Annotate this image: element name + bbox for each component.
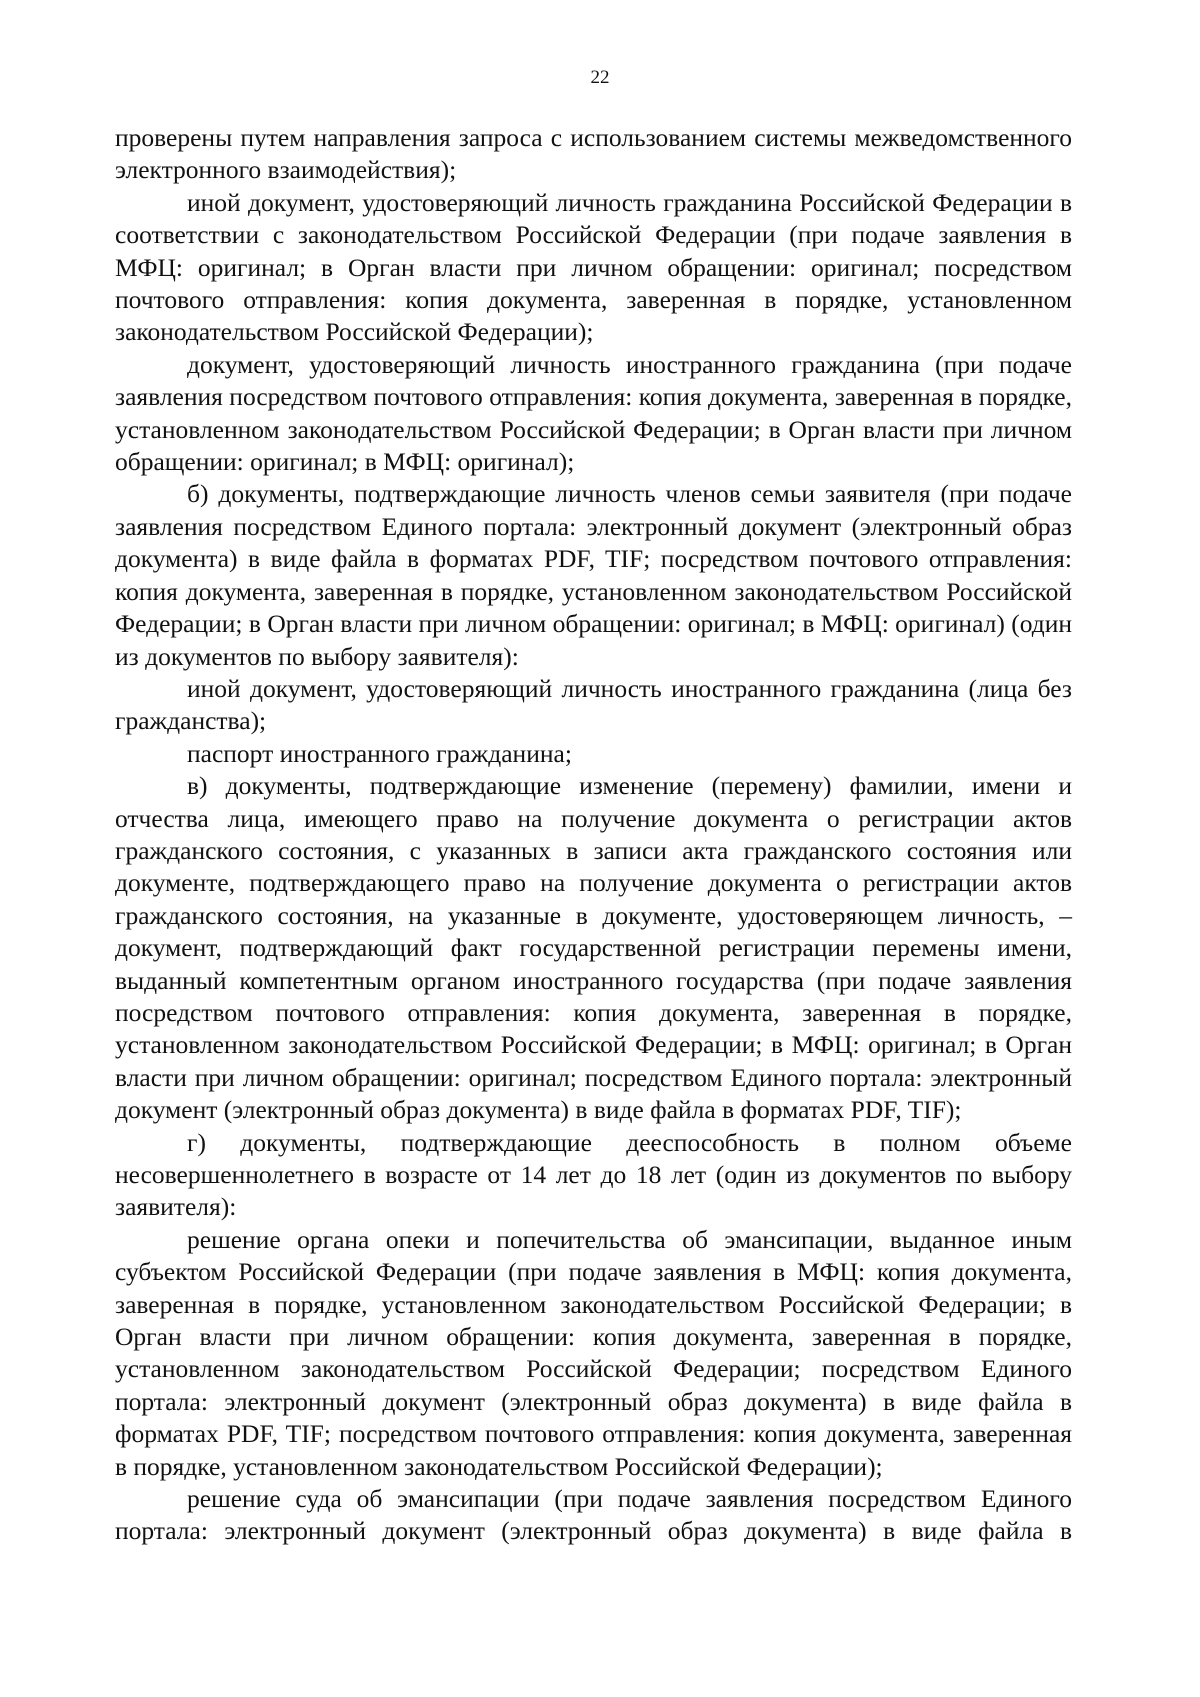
paragraph-item-b-family-members: б) документы, подтверждающие личность членов семьи заявителя (при подаче заявления посредством Единого портала: электронный документ (электронный образ документа) в виде файла в форматах PDF, TIF; посредством почтового отправления: копия документа, заверенная в порядке, установленном законодательством Российской Федерации; в Орган власти при личном обращении: оригинал; в МФЦ: оригинал) (один из документов по выбору заявителя):	[115, 479, 1072, 671]
paragraph-continuation: проверены путем направления запроса с использованием системы межведомственного электронного взаимодействия);	[115, 123, 1072, 185]
paragraph-foreign-citizen-id: документ, удостоверяющий личность иностранного гражданина (при подаче заявления посредством почтового отправления: копия документа, заверенная в порядке, установленном законодательством Российской Федерации; в Орган власти при личном обращении: оригинал; в МФЦ: оригинал);	[115, 349, 1072, 477]
paragraph-stateless-id: иной документ, удостоверяющий личность иностранного гражданина (лица без гражданства);	[115, 673, 1072, 736]
document-body	[115, 122, 1072, 1548]
paragraph-court-decision: решение суда об эмансипации (при подаче заявления посредством Единого портала: электронный документ (электронный образ документа) в виде файла в	[115, 1484, 1072, 1546]
paragraph-foreign-passport: паспорт иностранного гражданина;	[187, 738, 572, 768]
paragraph-guardianship-decision: решение органа опеки и попечительства об эмансипации, выданное иным субъектом Российской Федерации (при подаче заявления в МФЦ: копия документа, заверенная в порядке, установленном законодательством Российской Федерации; в Орган власти при личном обращении: копия документа, заверенная в порядке, установленном законодательством Российской Федерации; посредством Единого портала: электронный документ (электронный образ документа) в виде файла в форматах PDF, TIF; посредством почтового отправления: копия документа, заверенная в порядке, установленном законодательством Российской Федерации);	[115, 1224, 1072, 1481]
paragraph-other-citizen-id: иной документ, удостоверяющий личность гражданина Российской Федерации в соответствии с законодательством Российской Федерации (при подаче заявления в МФЦ: оригинал; в Орган власти при личном обращении: оригинал; посредством почтового отправления: копия документа, заверенная в порядке, установленном законодательством Российской Федерации);	[115, 187, 1072, 347]
page-number: 22	[590, 67, 610, 88]
paragraph-item-g-capacity: г) документы, подтверждающие дееспособность в полном объеме несовершеннолетнего в возрасте от 14 лет до 18 лет (один из документов по выбору заявителя):	[115, 1127, 1072, 1222]
paragraph-item-v-name-change: в) документы, подтверждающие изменение (перемену) фамилии, имени и отчества лица, имеющего право на получение документа о регистрации актов гражданского состояния, с указанных в записи акта гражданского состояния или документе, подтверждающего право на получение документа о регистрации актов гражданского состояния, на указанные в документе, удостоверяющем личность, – документ, подтверждающий факт государственной регистрации перемены имени, выданный компетентным органом иностранного государства (при подаче заявления посредством почтового отправления: копия документа, заверенная в порядке, установленном законодательством Российской Федерации; в МФЦ: оригинал; в Орган власти при личном обращении: оригинал; посредством Единого портала: электронный документ (электронный образ документа) в виде файла в форматах PDF, TIF);	[115, 771, 1072, 1125]
